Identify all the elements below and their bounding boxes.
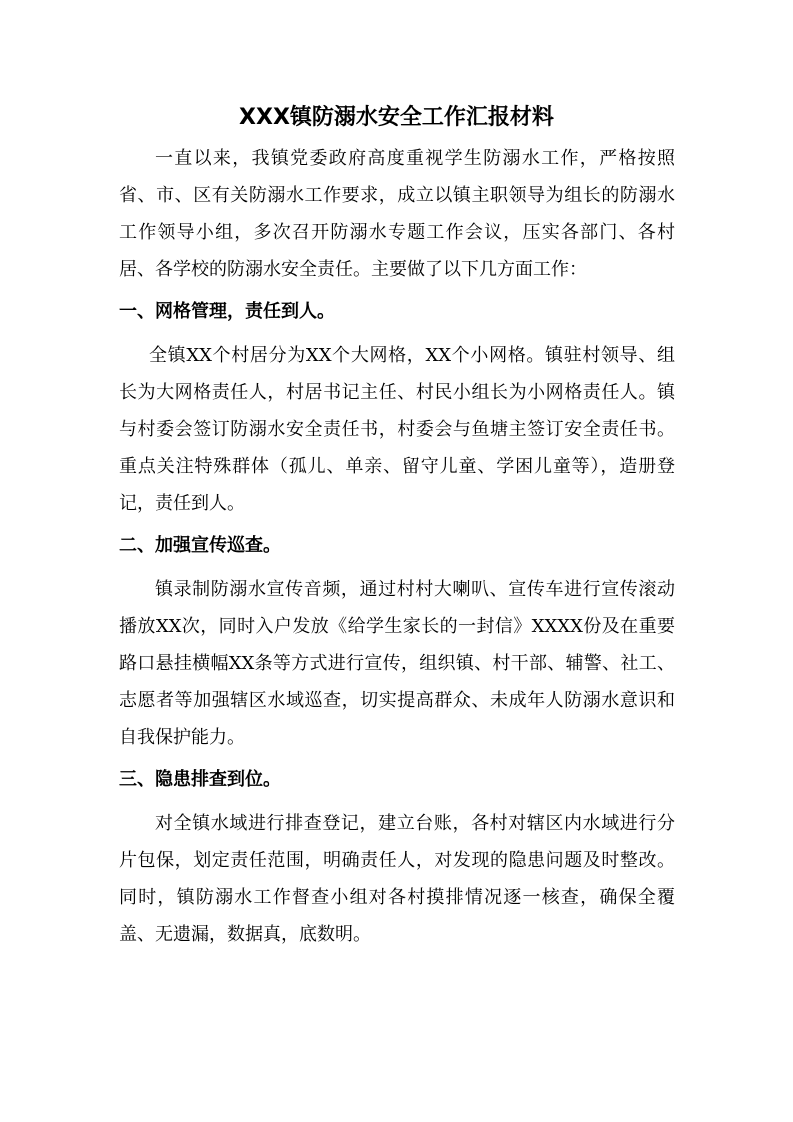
document-body	[119, 140, 675, 953]
section-body-grid-management: 全镇XX个村居分为XX个大网格，XX个小网格。镇驻村领导、组长为大网格责任人，村居书记主任、村民小组长为小网格责任人。镇与村委会签订防溺水安全责任书，村委会与鱼塘主签订安全责任书。重点关注特殊群体（孤儿、单亲、留守儿童、学困儿童等），造册登记，责任到人。	[119, 345, 675, 514]
section-body-publicity-patrol: 镇录制防溺水宣传音频，通过村村大喇叭、宣传车进行宣传滚动播放XX次，同时入户发放《给学生家长的一封信》XXXX份及在重要路口悬挂横幅XX条等方式进行宣传，组织镇、村干部、辅警、社工、志愿者等加强辖区水域巡查，切实提高群众、未成年人防溺水意识和自我保护能力。	[119, 579, 675, 748]
section-body-hazard-inspection: 对全镇水域进行排查登记，建立台账，各村对辖区内水域进行分片包保，划定责任范围，明确责任人，对发现的隐患问题及时整改。同时，镇防溺水工作督查小组对各村摸排情况逐一核查，确保全覆盖、无遗漏，数据真，底数明。	[119, 813, 675, 945]
section-heading-grid-management: 一、网格管理，责任到人。	[119, 301, 335, 322]
document-title: XXX镇防溺水安全工作汇报材料	[239, 105, 554, 130]
intro-paragraph: 一直以来，我镇党委政府高度重视学生防溺水工作，严格按照省、市、区有关防溺水工作要求，成立以镇主职领导为组长的防溺水工作领导小组，多次召开防溺水专题工作会议，压实各部门、各村居、各学校的防溺水安全责任。主要做了以下几方面工作：	[119, 148, 675, 280]
section-heading-hazard-inspection: 三、隐患排查到位。	[119, 769, 281, 790]
section-heading-publicity-patrol: 二、加强宣传巡查。	[119, 535, 281, 556]
